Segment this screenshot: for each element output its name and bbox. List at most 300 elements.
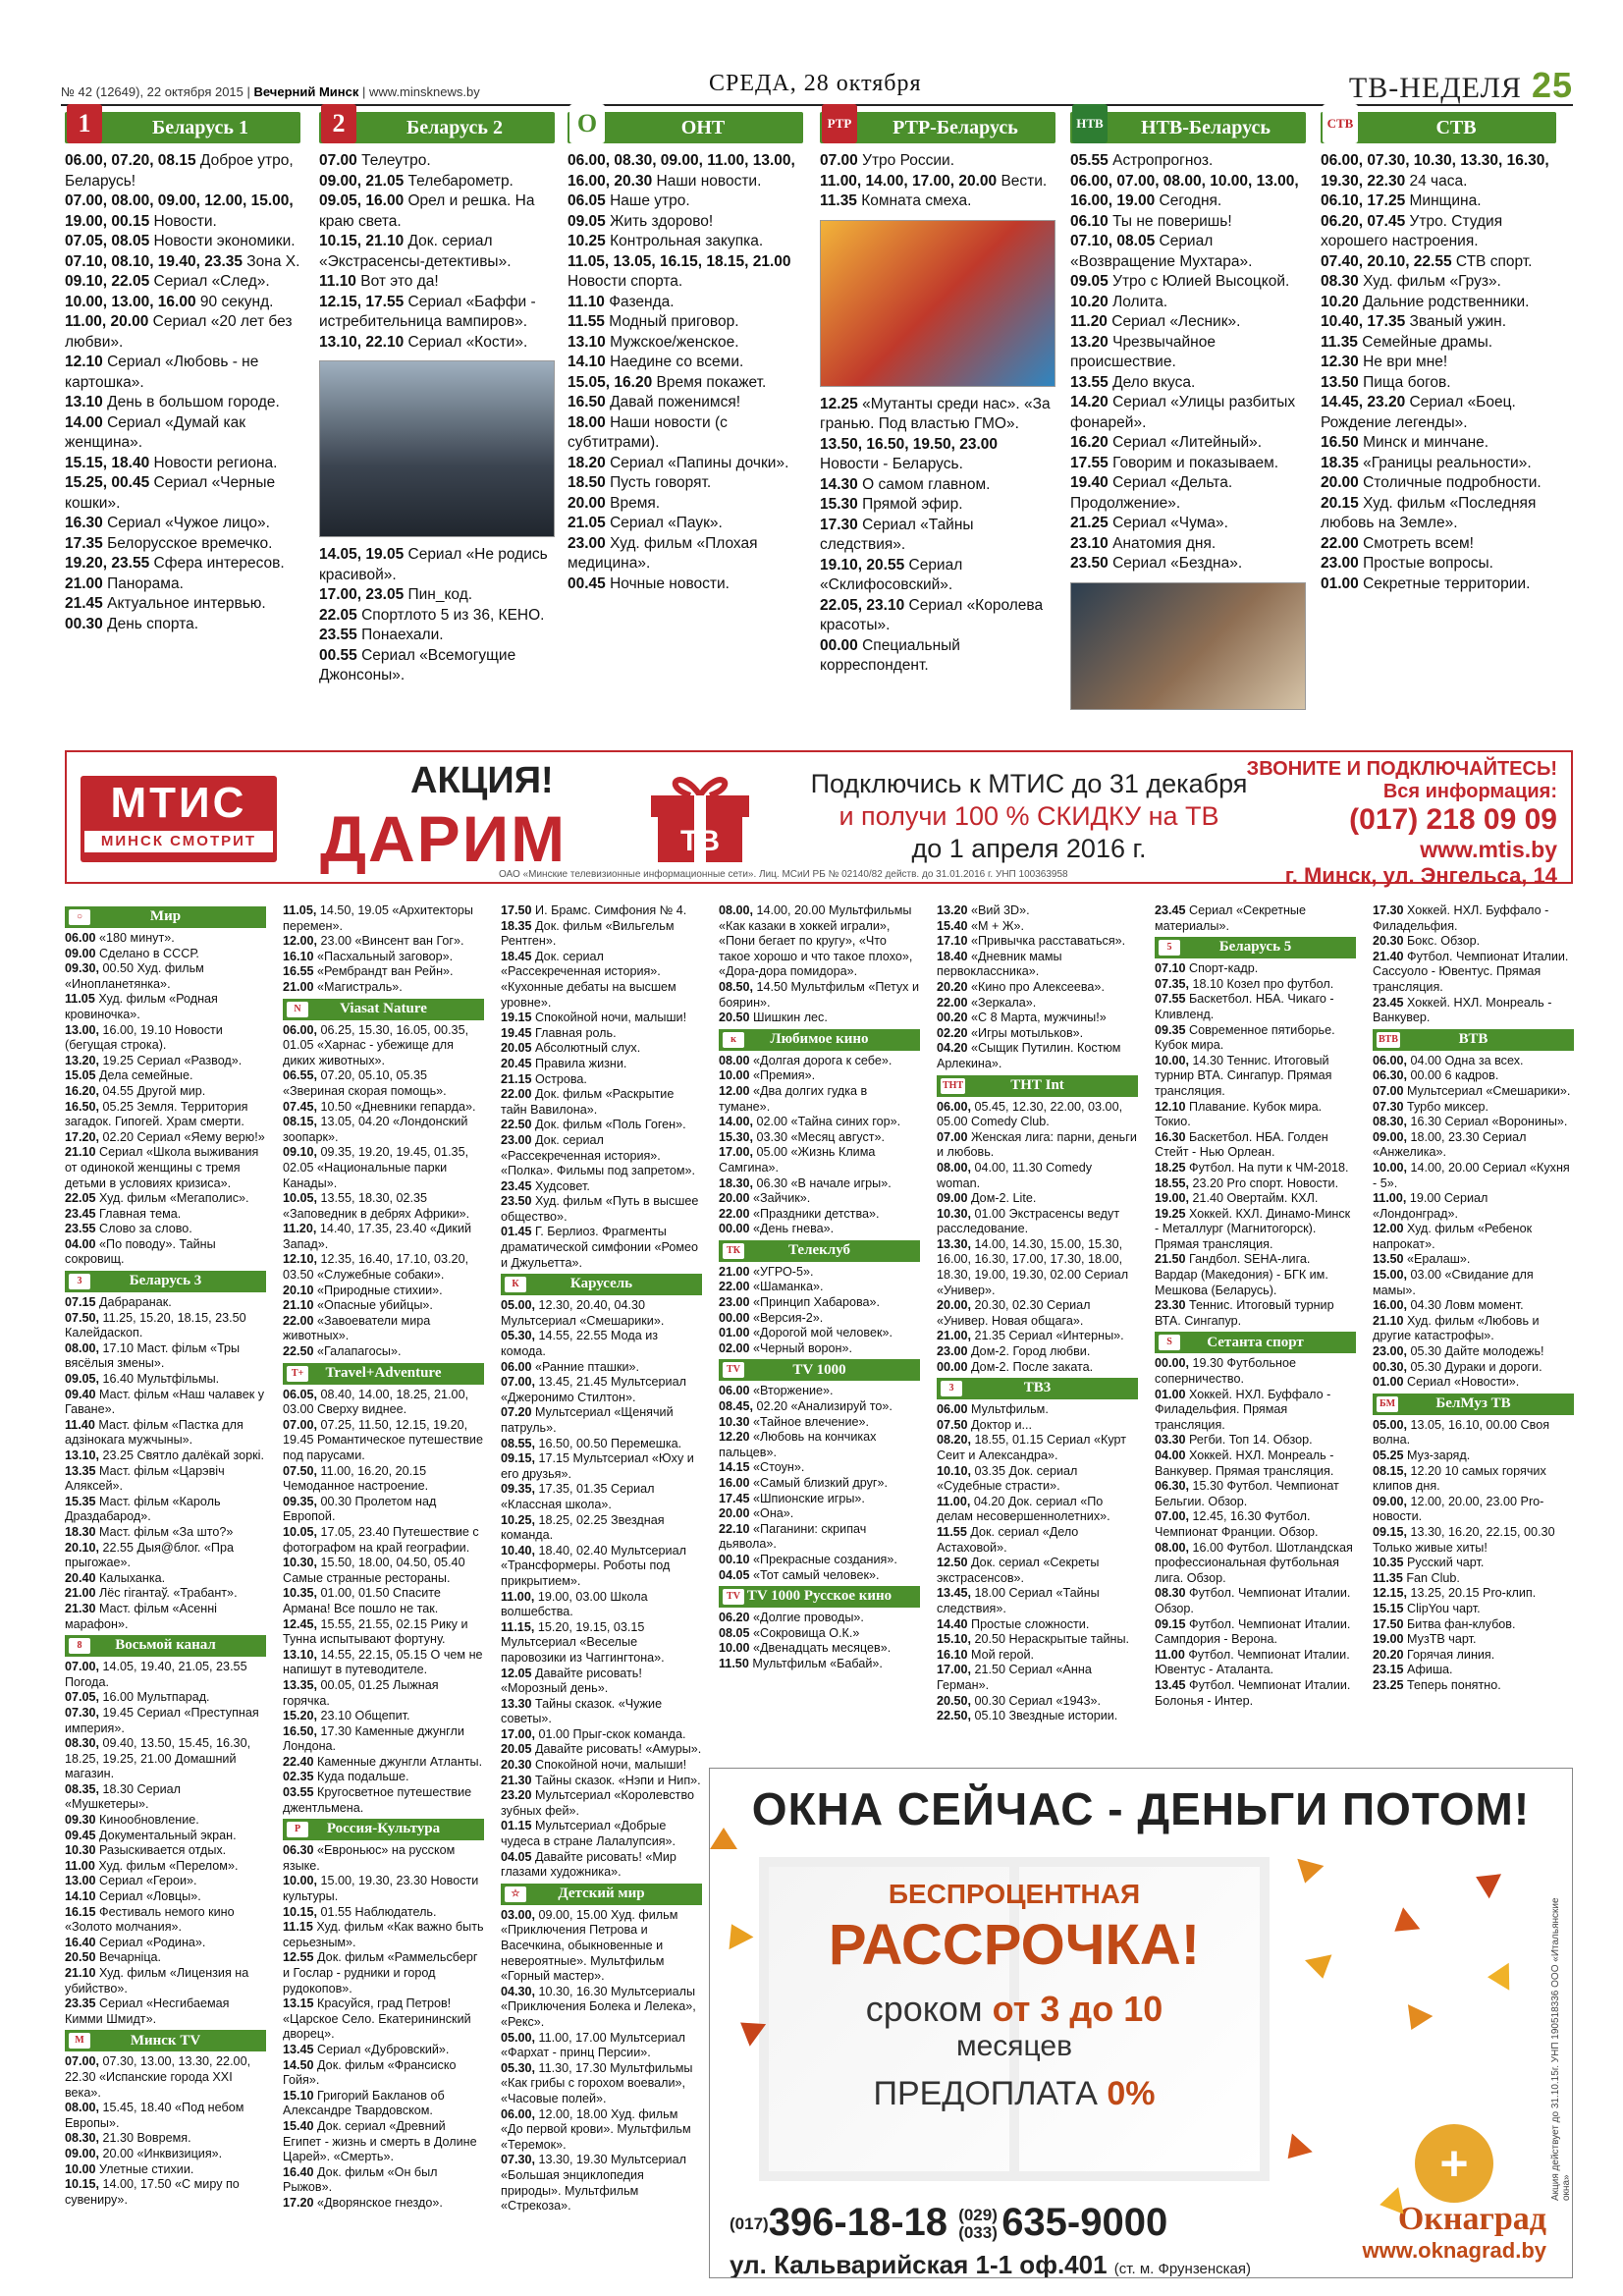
- program-entry: 01.45 Г. Берлиоз. Фрагменты драматической симфонии «Ромео и Джульетта».: [501, 1225, 698, 1270]
- program-entry: 09.05, 16.40 Мультфільмы.: [65, 1372, 220, 1387]
- channel-column: [820, 112, 1055, 677]
- program-entry: 13.35 Маст. фільм «Царэвіч Аляксей».: [65, 1463, 225, 1494]
- channel-name: Сетанта спорт: [1207, 1334, 1304, 1350]
- channel-name: Беларусь 5: [1218, 939, 1292, 956]
- program-entry: 08.30, 21.30 Вовремя.: [65, 2131, 191, 2146]
- schedule-column: [719, 903, 920, 1672]
- program-entry: 17.00, 21.50 Сериал «Анна Герман».: [937, 1663, 1092, 1692]
- program-entry: 12.10, 12.35, 16.40, 17.10, 03.20, 03.50 «Служебные собаки».: [283, 1252, 469, 1283]
- program-entry: 13.00 Сериал «Герои».: [65, 1874, 197, 1888]
- program-entry: 20.00 Время.: [568, 494, 661, 512]
- program-entry: 07.05, 16.00 Мультпарад.: [65, 1690, 210, 1705]
- program-entry: 09.15, 13.30, 16.20, 22.15, 00.30 Только живые хиты!: [1373, 1524, 1555, 1555]
- channel-header: [1155, 1332, 1356, 1353]
- program-entry: 06.05 Наше утро.: [568, 192, 690, 209]
- channel-header: [65, 906, 266, 928]
- program-entry: 20.00 «Зайчик».: [719, 1191, 811, 1206]
- program-entry: 10.00, 14.00, 20.00 Сериал «Кухня - 5».: [1373, 1160, 1570, 1190]
- schedule-column: [65, 903, 266, 2208]
- program-entry: 23.00 Док. сериал «Рассекреченная история». «Полка». Фильмы под запретом».: [501, 1132, 696, 1178]
- channel-name: ТНТ Int: [1010, 1076, 1064, 1093]
- program-entry: 06.00, 04.00 Одна за всех.: [1373, 1053, 1524, 1067]
- program-entry: 10.20 Лолита.: [1070, 293, 1168, 310]
- program-entry: 07.00, 07.25, 11.50, 12.15, 19.20, 19.45 Романтическое путешествие под парусами.: [283, 1417, 483, 1462]
- program-entry: 13.30 Тайны сказок. «Чужие советы».: [501, 1696, 663, 1726]
- program-entry: 13.15 Красуйся, град Петров! «Царское Село. Екатерининский дворец».: [283, 1996, 471, 2042]
- program-entry: 07.40, 20.10, 22.55 СТВ спорт.: [1321, 252, 1533, 270]
- program-entry: 22.00 Смотреть всем!: [1321, 534, 1474, 552]
- program-entry: 08.55, 16.50, 00.50 Перемешка.: [501, 1436, 682, 1450]
- program-entry: 07.50, 11.00, 16.20, 20.15 Чемоданное настроение.: [283, 1463, 429, 1494]
- program-entry: 20.05 Давайте рисовать! «Амуры».: [501, 1742, 702, 1757]
- program-entry: 15.05, 16.20 Время покажет.: [568, 373, 767, 391]
- program-entry: 06.00, 06.25, 15.30, 16.05, 00.35, 01.05 «Харнас - убежище для диких животных».: [283, 1022, 469, 1067]
- program-entry: 23.35 Сериал «Несгибаемая Кимми Шмидт».: [65, 1996, 230, 2026]
- program-entry: 00.55 Сериал «Всемогущие Джонсоны».: [319, 646, 516, 683]
- program-entry: 05.55 Астропрогноз.: [1070, 152, 1214, 169]
- program-entry: 09.15, 17.15 Мультсериал «Юху и его друзья».: [501, 1451, 694, 1481]
- program-entry: 22.05 Спортлото 5 из 36, КЕНО.: [319, 606, 545, 624]
- program-entry: 17.20 «Дворянское гнездо».: [283, 2195, 443, 2210]
- channel-name: СТВ: [1435, 116, 1477, 138]
- program-entry: 11.15 Худ. фильм «Как важно быть серьезным».: [283, 1920, 484, 1949]
- program-entry: 10.00, 15.00, 19.30, 23.30 Новости культуры.: [283, 1874, 479, 1904]
- program-entry: 20.50 Вечарніца.: [65, 1950, 162, 1965]
- program-entry: 22.05 Худ. фильм «Мегаполис».: [65, 1191, 249, 1206]
- program-entry: 08.35, 18.30 Сериал «Мушкетеры».: [65, 1781, 182, 1812]
- ad-legal: ОАО «Минские телевизионные информационные сети». Лиц. МСиИ РБ № 02140/82 действ. до 31.01.2016 г. УНП 100363958: [499, 869, 1068, 880]
- program-entry: 06.20 «Долгие проводы».: [719, 1611, 864, 1625]
- page-date: СРЕДА, 28 октября: [709, 71, 922, 96]
- program-entry: 11.40 Маст. фільм «Пастка для адзінокага мужчыны».: [65, 1417, 243, 1448]
- program-entry: 12.00, 23.00 «Винсент ван Гог».: [283, 934, 464, 949]
- program-entry: 19.40 Сериал «Дельта. Продолжение».: [1070, 474, 1233, 512]
- program-entry: 14.20 Сериал «Улицы разбитых фонарей».: [1070, 394, 1296, 431]
- channel-name: TV 1000: [792, 1361, 846, 1378]
- program-entry: 12.10 Плавание. Кубок мира. Токио.: [1155, 1099, 1323, 1129]
- program-entry: 10.20 Дальние родственники.: [1321, 293, 1530, 310]
- channel-header: [820, 112, 1055, 143]
- program-entry: 23.00 «Принцип Хабарова».: [719, 1295, 881, 1310]
- program-entry: 10.30 Разыскивается отдых.: [65, 1843, 227, 1858]
- section-title: ТВ-НЕДЕЛЯ 25: [1348, 65, 1573, 105]
- program-list: [568, 151, 803, 594]
- channel-logo-icon: ○: [69, 909, 90, 925]
- program-entry: 14.10 Наедине со всеми.: [568, 354, 744, 370]
- program-entry: 07.15 Дабраранак.: [65, 1295, 172, 1310]
- program-entry: 04.20 «Сыщик Путилин. Костюм Арлекина».: [937, 1041, 1121, 1070]
- program-entry: 16.00, 04.30 Ловм момент.: [1373, 1298, 1524, 1313]
- program-entry: 09.10, 22.05 Сериал «След».: [65, 273, 270, 290]
- ad-headline: ОКНА СЕЙЧАС - ДЕНЬГИ ПОТОМ!: [751, 1783, 1531, 1834]
- channel-name: ВТВ: [1458, 1030, 1488, 1047]
- channel-name: Карусель: [569, 1276, 633, 1292]
- program-entry: 06.00 «180 минут».: [65, 931, 175, 945]
- channel-header: [568, 109, 803, 143]
- channel-column: [1321, 112, 1556, 594]
- program-entry: 09.00, 20.00 «Инквизиция».: [65, 2146, 223, 2160]
- program-entry: 04.30, 10.30, 16.30 Мультсериалы «Приключения Болека и Лелека», «Рекс».: [501, 1984, 696, 2029]
- program-entry: 23.00 Дом-2. Город любви.: [937, 1344, 1091, 1359]
- leaf-decoration: [1305, 1954, 1336, 1981]
- channel-name: Россия-Культура: [326, 1821, 441, 1837]
- program-entry: 06.30 «Евроньюс» на русском языке.: [283, 1843, 456, 1873]
- channel-logo-icon: СТВ: [1323, 104, 1358, 143]
- channel-name: Viasat Nature: [340, 1000, 427, 1016]
- ad-tv-label: ТВ: [680, 825, 720, 857]
- oknagrad-ad: [709, 1768, 1573, 2278]
- channel-header: [65, 109, 300, 143]
- program-entry: 16.50, 05.25 Земля. Территория загадок. Гипогей. Храм смерти.: [65, 1099, 248, 1129]
- program-entry: 05.00, 12.30, 20.40, 04.30 Мультсериал «Смешарики».: [501, 1298, 665, 1328]
- program-entry: 02.35 Куда подальше.: [283, 1770, 409, 1784]
- program-entry: 23.50 Сериал «Бездна».: [1070, 555, 1243, 572]
- program-entry: 23.10 Анатомия дня.: [1070, 534, 1217, 552]
- program-list: [820, 151, 1055, 677]
- program-entry: 08.30, 09.40, 13.50, 15.45, 16.30, 18.25, 19.25, 21.00 Домашний магазин.: [65, 1736, 251, 1781]
- program-entry: 23.45 Главная тема.: [65, 1206, 182, 1221]
- program-entry: 07.00 Мультсериал «Смешарики».: [1373, 1083, 1571, 1098]
- program-entry: 11.35 Комната смеха.: [820, 192, 972, 209]
- channel-logo-icon: TV: [723, 1362, 744, 1378]
- program-entry: 07.10, 08.10, 19.40, 23.35 Зона Х.: [65, 252, 300, 270]
- program-entry: 14.00 Сериал «Думай как женщина».: [65, 413, 245, 451]
- channel-name: ТВ3: [1023, 1380, 1052, 1396]
- program-entry: 19.15 Спокойной ночи, малыши!: [501, 1011, 687, 1025]
- program-entry: 04.00 «По поводу». Тайны сокровищ.: [65, 1236, 216, 1267]
- channel-name: БелМуз ТВ: [1435, 1395, 1511, 1412]
- program-entry: 07.00, 07.30, 13.00, 13.30, 22.00, 22.30 «Испанские города XXI века».: [65, 2054, 251, 2100]
- channel-header: [719, 1240, 920, 1262]
- program-entry: 12.55 Док. фильм «Раммельсберг и Гослар - рудники и город рудокопов».: [283, 1950, 478, 1995]
- program-entry: 17.20, 02.20 Сериал «Яему верю!»: [65, 1129, 265, 1144]
- program-entry: 10.10, 03.35 Док. сериал «Судебные страсти».: [937, 1463, 1078, 1494]
- ad-r4: месяцев: [955, 2030, 1073, 2062]
- program-entry: 15.35 Маст. фільм «Кароль Драздабарод».: [65, 1494, 221, 1524]
- leaf-decoration: [1292, 1859, 1325, 1886]
- program-entry: 20.15 Худ. фильм «Последняя любовь на Земле».: [1321, 494, 1537, 531]
- channel-name: Беларусь 3: [129, 1273, 202, 1289]
- program-entry: 09.00, 21.05 Телебарометр.: [319, 172, 514, 190]
- program-entry: 21.30 Маст. фільм «Асенні марафон».: [65, 1601, 217, 1631]
- leaf-decoration: [1277, 2133, 1313, 2167]
- channel-header: [1373, 1394, 1574, 1415]
- channel-logo-icon: 3: [941, 1381, 962, 1396]
- program-entry: 10.15, 14.00, 17.50 «С миру по сувениру».: [65, 2177, 240, 2207]
- program-entry: 23.45 Сериал «Секретные материалы».: [1155, 903, 1306, 933]
- program-entry: 22.05, 23.10 Сериал «Королева красоты».: [820, 596, 1044, 633]
- program-entry: 13.10, 22.10 Сериал «Кости».: [319, 333, 528, 351]
- program-entry: 07.00, 08.00, 09.00, 12.00, 15.00, 19.00, 00.15 Новости.: [65, 192, 294, 230]
- program-entry: 15.40 Док. сериал «Древний Египет - жизнь и смерть в Долине Царей». «Смерть».: [283, 2118, 477, 2164]
- channel-column: [1070, 112, 1306, 718]
- program-entry: 09.05 Жить здорово!: [568, 212, 714, 230]
- channel-logo-icon: БМ: [1377, 1396, 1398, 1412]
- program-entry: 19.00, 21.40 Овертайм. КХЛ.: [1155, 1191, 1319, 1206]
- channel-header: [719, 1359, 920, 1381]
- program-entry: 20.45 Правила жизни.: [501, 1056, 627, 1070]
- channel-name: РТР-Беларусь: [893, 116, 1018, 138]
- program-entry: 12.50 Док. сериал «Секреты экстрасенсов».: [937, 1556, 1100, 1585]
- program-entry: 16.50 Давай поженимся!: [568, 394, 741, 410]
- program-entry: 18.00 Наши новости (с субтитрами).: [568, 413, 728, 451]
- channel-header: [1070, 112, 1306, 143]
- program-entry: 14.30 О самом главном.: [820, 475, 991, 493]
- program-entry: 18.35 «Границы реальности».: [1321, 454, 1532, 471]
- program-entry: 01.00 Хоккей. НХЛ. Буффало - Филадельфия. Прямая трансляция.: [1155, 1387, 1331, 1432]
- program-entry: 17.50 И. Брамс. Симфония № 4.: [501, 903, 687, 917]
- program-entry: 05.25 Муз-заряд.: [1373, 1449, 1471, 1462]
- program-entry: 14.05, 19.05 Сериал «Не родись красивой».: [319, 546, 548, 583]
- channel-name: Беларусь 2: [406, 116, 504, 138]
- program-entry: 13.30, 14.00, 14.30, 15.00, 15.30, 16.00, 16.30, 17.00, 17.30, 18.00, 18.30, 19.00, 19.30, 02.00 Сериал «Универ».: [937, 1236, 1129, 1297]
- program-entry: 12.30 Не ври мне!: [1321, 354, 1448, 370]
- program-entry: 23.00 Худ. фильм «Плохая медицина».: [568, 534, 758, 572]
- channel-logo-icon: 8: [69, 1638, 90, 1654]
- program-entry: 06.00 «Вторжение».: [719, 1384, 834, 1398]
- program-entry: 16.50, 17.30 Каменные джунгли Лондона.: [283, 1723, 464, 1754]
- program-entry: 08.50, 14.50 Мультфильм «Петух и боярин».: [719, 979, 920, 1010]
- program-list: [1070, 151, 1306, 710]
- program-entry: 13.10, 14.55, 22.15, 05.15 О чем не напишут в путеводителе.: [283, 1647, 483, 1677]
- channel-name: TV 1000 Русское кино: [746, 1588, 893, 1605]
- program-entry: 00.30, 05.30 Дураки и дороги.: [1373, 1359, 1542, 1374]
- program-entry: 11.15, 15.20, 19.15, 03.15 Мультсериал «Веселые паровозики из Чаггингтона».: [501, 1619, 665, 1665]
- ad-address: ул. Кальварийская 1-1 оф.401 (ст. м. Фрунзенская): [730, 2250, 1252, 2278]
- program-entry: 21.00, 21.35 Сериал «Интерны».: [937, 1329, 1124, 1343]
- channel-header: [719, 1029, 920, 1051]
- schedule-column: [937, 903, 1138, 1724]
- channel-logo-icon: НТВ: [1072, 104, 1108, 143]
- leaf-decoration: [1488, 1963, 1509, 1991]
- program-entry: 22.50 «Галапагосы».: [283, 1344, 402, 1359]
- program-entry: 20.00, 20.30, 02.30 Сериал «Универ. Новая общага».: [937, 1298, 1091, 1328]
- program-entry: 18.20 Сериал «Папины дочки».: [568, 454, 789, 471]
- program-entry: 21.10 Сериал «Школа выживания от одинокой женщины с тремя детьми в условиях кризиса».: [65, 1145, 259, 1190]
- program-entry: 11.10 Фазенда.: [568, 293, 675, 310]
- program-entry: 10.40, 17.35 Званый ужин.: [1321, 313, 1507, 330]
- program-entry: 03.30 Регби. Топ 14. Обзор.: [1155, 1433, 1313, 1448]
- program-entry: 16.40 Сериал «Родина».: [65, 1935, 206, 1949]
- program-entry: 20.50, 00.30 Сериал «1943».: [937, 1693, 1102, 1708]
- program-entry: 06.00 Мультфильм.: [937, 1402, 1049, 1417]
- program-entry: 00.00 Специальный корреспондент.: [820, 636, 960, 674]
- channel-header: [1321, 112, 1556, 143]
- program-entry: 20.10, 22.55 Дыя@блог. «Пра прыгожае».: [65, 1540, 234, 1570]
- program-entry: 08.00, 04.00, 11.30 Comedy woman.: [937, 1160, 1093, 1190]
- program-entry: 16.00 «Самый близкий друг».: [719, 1476, 888, 1490]
- channel-header: [719, 1586, 920, 1608]
- program-entry: 09.00 Дом-2. Lite.: [937, 1191, 1037, 1206]
- channel-header: [283, 1363, 484, 1385]
- leaf-decoration: [1386, 1907, 1421, 1942]
- program-entry: 23.55 Понаехали.: [319, 627, 444, 643]
- program-entry: 13.45 Футбол. Чемпионат Италии. Болонья - Интер.: [1155, 1677, 1351, 1708]
- program-entry: 07.10, 08.05 Сериал «Возвращение Мухтара».: [1070, 233, 1253, 270]
- oknagrad-logo: Окнаград www.oknagrad.by: [1362, 2201, 1546, 2263]
- program-entry: 09.35 Современное пятиборье. Кубок мира.: [1155, 1022, 1335, 1053]
- program-entry: 09.10, 09.35, 19.20, 19.45, 01.35, 02.05 «Национальные парки Канады».: [283, 1145, 469, 1190]
- program-entry: 21.50 Гандбол. SEHA-лига. Вардар (Македония) - БГК им. Мешкова (Беларусь).: [1155, 1252, 1328, 1297]
- program-entry: 12.00 «Два долгих гудка в тумане».: [719, 1083, 868, 1114]
- schedule-column: [1155, 903, 1356, 1709]
- program-entry: 11.20 Сериал «Лесник».: [1070, 313, 1241, 330]
- program-entry: 18.25 Футбол. На пути к ЧМ-2018.: [1155, 1160, 1349, 1175]
- program-entry: 22.00 «Шаманка».: [719, 1280, 824, 1294]
- program-entry: 18.35 Док. фильм «Вильгельм Рентген».: [501, 918, 675, 949]
- program-entry: 13.50 «Ералаш».: [1373, 1252, 1471, 1267]
- program-entry: 15.30 Прямой эфир.: [820, 496, 963, 513]
- program-entry: 22.40 Каменные джунгли Атланты.: [283, 1754, 483, 1769]
- program-entry: 17.30 Хоккей. НХЛ. Буффало - Филадельфия.: [1373, 903, 1549, 933]
- channel-name: Детский мир: [558, 1886, 645, 1902]
- channel-logo-icon: Р: [287, 1822, 308, 1837]
- channel-logo-icon: ☆: [505, 1886, 526, 1902]
- channel-header: [319, 109, 555, 143]
- program-entry: 11.05, 13.05, 16.15, 18.15, 21.00 Новости спорта.: [568, 252, 791, 290]
- program-entry: 15.00, 03.00 «Свидание для мамы».: [1373, 1268, 1534, 1297]
- channel-logo-icon: S: [1159, 1335, 1180, 1350]
- program-entry: 17.00, 05.00 «Жизнь Клима Самгина».: [719, 1145, 876, 1175]
- program-entry: 07.30, 13.30, 19.30 Мультсериал «Большая энциклопедия природы». Мультфильм «Стрекоза».: [501, 2153, 686, 2214]
- program-entry: 16.10 Мой герой.: [937, 1647, 1035, 1662]
- channel-header: [1373, 1029, 1574, 1051]
- program-entry: 11.00, 19.00 Сериал «Лондонград».: [1373, 1191, 1488, 1221]
- schedule-column: [1373, 903, 1574, 1694]
- program-entry: 00.30 День спорта.: [65, 615, 199, 632]
- channel-column: [568, 109, 803, 594]
- program-entry: 20.40 Калыханка.: [65, 1570, 166, 1585]
- program-entry: 23.15 Афиша.: [1373, 1663, 1453, 1677]
- program-photo: [1070, 582, 1306, 710]
- leaf-decoration: [1378, 2187, 1404, 2218]
- plus-icon: +: [1415, 2124, 1493, 2203]
- program-entry: 08.00, 17.10 Маст. фільм «Тры вясёлыя змены».: [65, 1340, 241, 1371]
- program-entry: 16.30 Сериал «Чужое лицо».: [65, 515, 270, 531]
- program-entry: 01.00 Сериал «Новости».: [1373, 1375, 1520, 1390]
- program-entry: 07.55 Баскетбол. НБА. Чикаго - Кливленд.: [1155, 992, 1334, 1021]
- mtis-logo: МТИС МИНСК СМОТРИТ: [81, 776, 277, 862]
- program-entry: 11.00, 14.00, 17.00, 20.00 Вести.: [820, 172, 1048, 190]
- channel-logo-icon: к: [723, 1032, 744, 1048]
- program-entry: 21.10 Худ. фильм «Любовь и другие катастрофы».: [1373, 1313, 1540, 1343]
- program-entry: 10.30 «Тайное влечение».: [719, 1414, 870, 1429]
- program-entry: 13.00, 16.00, 19.10 Новости (бегущая строка).: [65, 1022, 223, 1053]
- program-photo: [820, 220, 1055, 387]
- program-entry: 21.00 «УГРО-5».: [719, 1264, 814, 1279]
- program-entry: 12.15, 13.25, 20.15 Pro-клип.: [1373, 1586, 1537, 1601]
- program-entry: 13.20, 19.25 Сериал «Развод».: [65, 1053, 243, 1067]
- program-entry: 04.05 Давайте рисовать! «Мир глазами художника».: [501, 1849, 676, 1880]
- program-entry: 11.05, 14.50, 19.05 «Архитекторы перемен».: [283, 903, 473, 933]
- issue-info: № 42 (12649), 22 октября 2015 | Вечерний Минск | www.minsknews.by: [61, 84, 480, 99]
- program-entry: 00.00, 19.30 Футбольное соперничество.: [1155, 1356, 1296, 1387]
- channel-header: [501, 1884, 702, 1905]
- program-entry: 06.00, 07.30, 10.30, 13.30, 16.30, 19.30, 22.30 24 часа.: [1321, 152, 1549, 190]
- program-entry: 06.10 Ты не поверишь!: [1070, 212, 1232, 230]
- program-entry: 07.45, 10.50 «Дневники гепарда».: [283, 1099, 476, 1114]
- program-entry: 06.20, 07.45 Утро. Студия хорошего настроения.: [1321, 212, 1503, 249]
- program-entry: 20.30 Бокс. Обзор.: [1373, 934, 1481, 949]
- program-entry: 14.50 Док. фильм «Франсиско Гойя».: [283, 2057, 457, 2088]
- program-entry: 17.30 Сериал «Тайны следствия».: [820, 516, 974, 553]
- program-list: [319, 151, 555, 686]
- program-entry: 11.00, 04.20 Док. сериал «По делам несовершеннолетних».: [937, 1494, 1110, 1524]
- program-entry: 21.25 Сериал «Чума».: [1070, 515, 1228, 531]
- program-entry: 21.30 Тайны сказок. «Нэпи и Нип».: [501, 1773, 701, 1787]
- program-entry: 07.30, 19.45 Сериал «Преступная империя».: [65, 1705, 259, 1735]
- program-entry: 10.30, 01.00 Экстрасенсы ведут расследование.: [937, 1206, 1120, 1236]
- leaf-decoration: [720, 1918, 754, 1949]
- program-entry: 11.10 Вот это да!: [319, 273, 439, 290]
- program-entry: 07.00, 13.45, 21.45 Мультсериал «Джеронимо Стилтон».: [501, 1375, 686, 1404]
- program-entry: 23.00, 05.30 Дайте молодежь!: [1373, 1344, 1544, 1359]
- program-entry: 01.00 Секретные территории.: [1321, 574, 1531, 592]
- program-entry: 20.30 Спокойной ночи, малыши!: [501, 1758, 687, 1773]
- program-entry: 11.35 Fan Club.: [1373, 1570, 1460, 1585]
- program-entry: 10.05, 17.05, 23.40 Путешествие с фотографом на край географии.: [283, 1524, 479, 1555]
- channel-logo-icon: 3: [69, 1274, 90, 1289]
- program-entry: 19.25 Хоккей. КХЛ. Динамо-Минск - Металлург (Магнитогорск). Прямая трансляция.: [1155, 1206, 1351, 1251]
- program-entry: 23.30 Теннис. Итоговый турнир ВТА. Сингапур.: [1155, 1298, 1334, 1328]
- program-entry: 21.10 Худ. фильм «Лицензия на убийство».: [65, 1966, 249, 1995]
- program-entry: 10.00, 14.30 Теннис. Итоговый турнир ВТА. Сингапур. Прямая трансляция.: [1155, 1053, 1332, 1098]
- channel-logo-icon: T+: [287, 1366, 308, 1382]
- channel-logo-icon: N: [287, 1002, 308, 1017]
- program-entry: 16.20, 04.55 Другой мир.: [65, 1083, 206, 1098]
- program-entry: 08.15, 13.05, 04.20 «Лондонский зоопарк».: [283, 1115, 468, 1144]
- program-entry: 08.30 Худ. фильм «Груз».: [1321, 273, 1501, 290]
- program-entry: 13.10 Мужское/женское.: [568, 333, 739, 351]
- program-entry: 23.00 Простые вопросы.: [1321, 555, 1493, 572]
- channel-header: [1155, 937, 1356, 958]
- program-entry: 01.15 Мультсериал «Добрые чудеса в стране Лалалупсия».: [501, 1819, 676, 1849]
- program-entry: 23.20 Мультсериал «Королевство зубных фей».: [501, 1788, 695, 1818]
- program-entry: 00.00 Дом-2. После заката.: [937, 1359, 1094, 1374]
- program-entry: 13.50 Пища богов.: [1321, 373, 1451, 391]
- program-entry: 11.00, 19.00, 03.00 Школа волшебства.: [501, 1589, 648, 1619]
- program-entry: 12.05 Давайте рисовать! «Морозный день».: [501, 1666, 642, 1696]
- program-entry: 16.50 Минск и минчане.: [1321, 434, 1489, 451]
- program-entry: 08.30, 16.30 Сериал «Воронины».: [1373, 1115, 1568, 1129]
- program-entry: 14.45, 23.20 Сериал «Боец. Рождение легенды».: [1321, 394, 1516, 431]
- program-entry: 11.00 Худ. фильм «Перелом».: [65, 1858, 239, 1873]
- program-entry: 16.20 Сериал «Литейный».: [1070, 434, 1263, 451]
- program-entry: 09.00, 18.00, 23.30 Сериал «Анжелика».: [1373, 1129, 1527, 1160]
- program-entry: 07.00 Телеутро.: [319, 152, 431, 169]
- program-entry: 07.50 Доктор и...: [937, 1417, 1033, 1432]
- program-entry: 18.40 «Дневник мамы первоклассника».: [937, 949, 1062, 979]
- program-entry: 15.25, 00.45 Сериал «Черные кошки».: [65, 474, 276, 512]
- program-entry: 22.00 «Завоеватели мира животных».: [283, 1313, 431, 1343]
- program-entry: 20.00 «Она».: [719, 1506, 794, 1521]
- program-entry: 20.20 «Кино про Алексеева».: [937, 979, 1105, 994]
- program-entry: 06.30, 00.00 6 кадров.: [1373, 1068, 1499, 1083]
- program-entry: 10.00 «Премия».: [719, 1068, 816, 1083]
- program-entry: 20.20 Горячая линия.: [1373, 1647, 1495, 1662]
- program-entry: 14.10 Сериал «Ловцы».: [65, 1889, 201, 1904]
- program-entry: 12.15, 17.55 Сериал «Баффи - истребительница вампиров».: [319, 293, 536, 330]
- program-entry: 11.55 Модный приговор.: [568, 313, 739, 330]
- program-entry: 21.05 Сериал «Паук».: [568, 515, 723, 531]
- program-entry: 06.00, 08.30, 09.00, 11.00, 13.00, 16.00, 20.30 Наши новости.: [568, 152, 795, 190]
- ad-contacts: ЗВОНИТЕ И ПОДКЛЮЧАЙТЕСЬ! Вся информация: (017) 218 09 09 www.mtis.by г. Минск, ул. Энгельса, 14: [1246, 758, 1557, 888]
- program-entry: 10.15, 21.10 Док. сериал «Экстрасенсы-детективы».: [319, 233, 512, 270]
- leaf-decoration: [1399, 2004, 1434, 2036]
- program-entry: 06.05, 08.40, 14.00, 18.25, 21.00, 03.00 Сверху виднее.: [283, 1387, 469, 1417]
- program-entry: 23.45 Худсовет.: [501, 1178, 590, 1193]
- program-entry: 13.10, 23.25 Святло далёкай зоркі.: [65, 1449, 264, 1462]
